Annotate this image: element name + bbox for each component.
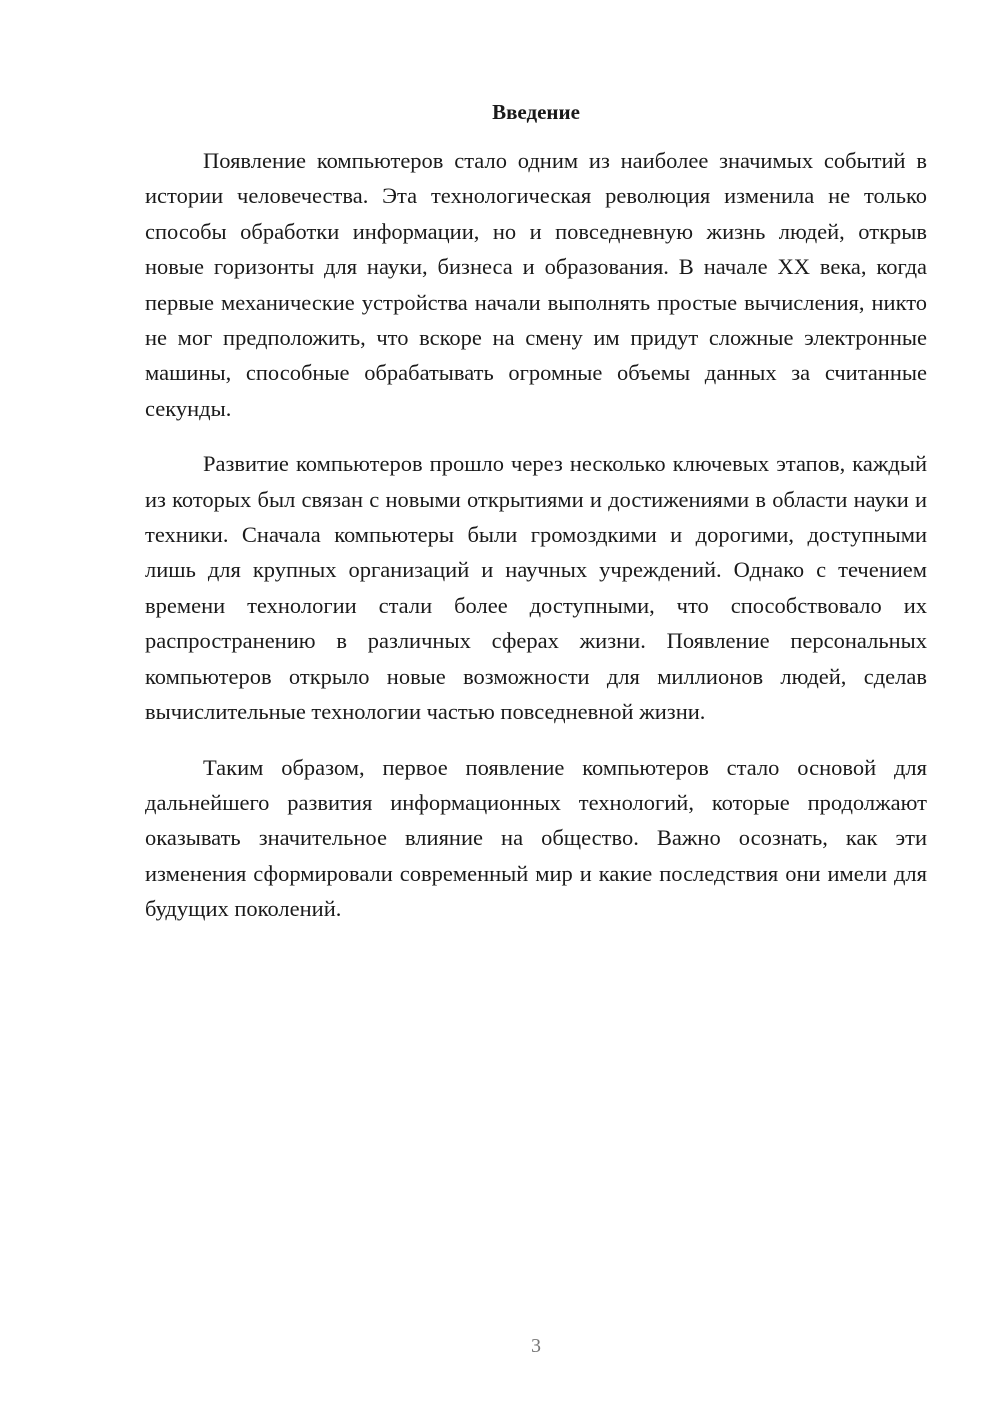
section-heading: Введение: [492, 100, 580, 124]
paragraph-development: Развитие компьютеров прошло через несколько ключевых этапов, каждый из которых был связан с новыми открытиями и достижениями в области науки и техники. Сначала компьютеры были громоздкими и дорогими, доступными лишь для крупных организаций и научных учреждений. Однако с течением времени технологии стали более доступными, что способствовало их распространению в различных сферах жизни. Появление персональных компьютеров открыло новые возможности для миллионов людей, сделав вычислительные технологии частью повседневной жизни.: [145, 451, 927, 725]
body-text: [145, 143, 927, 947]
paragraph-conclusion: Таким образом, первое появление компьютеров стало основой для дальнейшего развития информационных технологий, которые продолжают оказывать значительное влияние на общество. Важно осознать, как эти изменения сформировали современный мир и какие последствия они имели для будущих поколений.: [145, 754, 927, 922]
paragraph-intro: Появление компьютеров стало одним из наиболее значимых событий в истории человечества. Эта технологическая революция изменила не только способы обработки информации, но и повседневную жизнь людей, открыв новые горизонты для науки, бизнеса и образования. В начале XX века, когда первые механические устройства начали выполнять простые вычисления, никто не мог предположить, что вскоре на смену им придут сложные электронные машины, способные обрабатывать огромные объемы данных за считанные секунды.: [145, 148, 927, 421]
page-number: 3: [531, 1335, 541, 1357]
